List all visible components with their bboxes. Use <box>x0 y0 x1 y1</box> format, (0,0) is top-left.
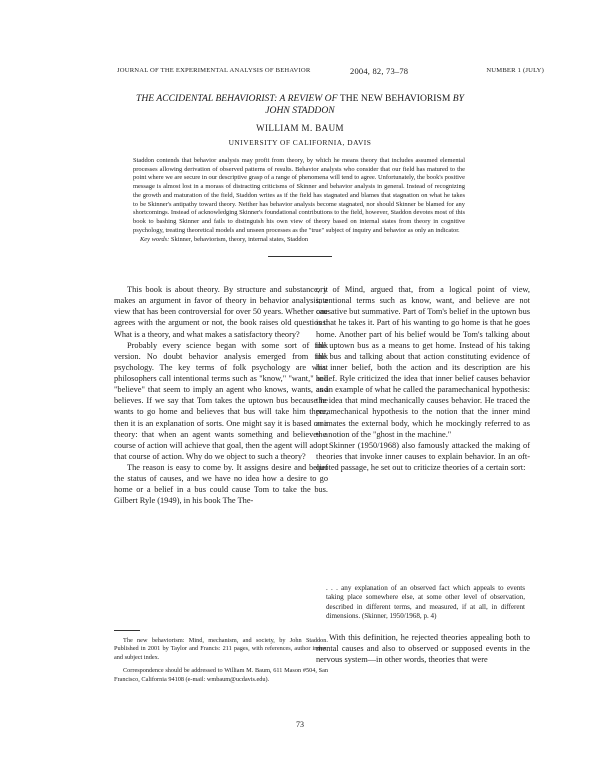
keywords <box>140 236 465 245</box>
title-book-author: JOHN STADDON <box>265 105 335 116</box>
right-column-continued <box>316 632 530 665</box>
issue-number: NUMBER 1 (JULY) <box>486 67 544 74</box>
paragraph: Skinner (1950/1968) also famously attacked the making of theories that invoke inner causes to explain behavior. In an oft-quoted passage, he set out to criticize theories of a certain sort: <box>316 440 530 472</box>
paragraph: Probably every science began with some sort of folk version. No doubt behavior analysis emerged from folk psychology. The key terms of folk psychology are what philosophers call intentional terms such as "know," "want," and "believe" that seem to imply an agent who knows, wants, and believes. If we say that Tom takes the uptown bus because he wants to go home and believes that bus will take him there, then it is an explanation of sorts. One might say it is based on a theory: that when an agent wants something and believes a course of action will achieve that goal, then the agent will adopt that course of action. Why do we object to such a theory? <box>114 340 328 461</box>
title-part-3: BY <box>452 93 464 104</box>
footnote-divider <box>114 630 140 631</box>
section-divider <box>268 256 332 257</box>
citation: 2004, 82, 73–78 <box>350 66 409 76</box>
footnote-correspondence: Correspondence should be addressed to William M. Baum, 611 Mason #504, San Francisco, California 94108 (e-mail: wmbaum@ucdavis.edu). <box>114 667 328 683</box>
paragraph: This book is about theory. By structure and substance, it makes an argument in favor of theory in behavior analysis, a view that has been controversial for over 50 years. Whether one agrees with the argument or not, the book raises old questions: What is a theory, and what makes a satisfactory theory? <box>114 285 328 339</box>
keywords-label: Key words: <box>140 236 170 243</box>
footnotes <box>114 637 328 689</box>
paragraph: ory of Mind, argued that, from a logical point of view, intentional terms such as know, want, and believe are not causative but summative. Part of Tom's belief in the uptown bus is that he takes it. Part of his wanting to go home is that he goes home. Another part of his belief would be Tom's talking about the uptown bus as a means to get home. Instead of his taking the bus and talking about that action constituting evidence of his inner belief, both the action and its description are his belief. Ryle criticized the idea that inner belief causes behavior as an example of what he called the paramechanical hypothesis: the idea that mind mechanically causes behavior. He traced the paramechanical hypothesis to the notion that the inner mind animates the external body, which he mockingly referred to as the notion of the "ghost in the machine." <box>316 285 530 439</box>
page-number: 73 <box>296 720 304 729</box>
author-name: WILLIAM M. BAUM <box>256 123 344 133</box>
running-head <box>117 67 544 79</box>
title-book-name: THE NEW BEHAVIORISM <box>339 93 451 104</box>
title-part-1: THE ACCIDENTAL BEHAVIORIST: A REVIEW OF <box>136 93 338 104</box>
right-column <box>316 284 530 473</box>
paragraph: The reason is easy to come by. It assigns desire and belief the status of causes, and we have no idea how a desire to go home or a belief in a bus could cause Tom to take the bus. Gilbert Ryle (1949), in his book The The- <box>114 463 328 506</box>
footnote-book-info: The new behaviorism: Mind, mechanism, and society, by John Staddon. Published in 2001 by Taylor and Francis: 211 pages, with references, author index, and subject index. <box>114 637 328 661</box>
left-column <box>114 284 328 507</box>
block-quote: . . . any explanation of an observed fact which appeals to events taking place somewhere else, at some other level of observation, described in different terms, and measured, if at all, in different dimensions. (Skinner, 1950/1968, p. 4) <box>326 584 525 620</box>
keywords-text: Skinner, behaviorism, theory, internal states, Staddon <box>170 236 309 243</box>
paragraph: With this definition, he rejected theories appealing both to mental causes and also to observed or supposed events in the nervous system—in other words, theories that were <box>316 633 530 665</box>
affiliation: UNIVERSITY OF CALIFORNIA, DAVIS <box>228 138 372 147</box>
abstract: Staddon contends that behavior analysis may profit from theory, by which he means theory that includes assumed elemental processes allowing derivation of observed patterns of results. Behavior analysts who consider that our field has matured to the point where we are secure in our descriptive grasp of a range of phenomena will tend to agree. Unfortunately, the book's positive message is almost lost in a morass of distracting criticisms of Skinner and behavior analysis in general. Instead of recognizing the growth and maturation of the field, Staddon writes as if the field has stagnated and blames that stagnation on what he takes to be Skinner's antipathy toward theory. Neither has behavior analysis become stagnated, nor should Skinner be blamed for any shortcomings. Instead of acknowledging Skinner's foundational contributions to the field, however, Staddon devotes most of this book to bashing Skinner and fails to distinguish his own view of theory based on internal states from theory in cognitive psychology, treating theoretical models and unseen processes as the "true" subject of inquiry and behavior as only an indicator. <box>133 157 465 234</box>
journal-name: JOURNAL OF THE EXPERIMENTAL ANALYSIS OF BEHAVIOR <box>117 67 311 74</box>
article-title <box>100 93 500 117</box>
